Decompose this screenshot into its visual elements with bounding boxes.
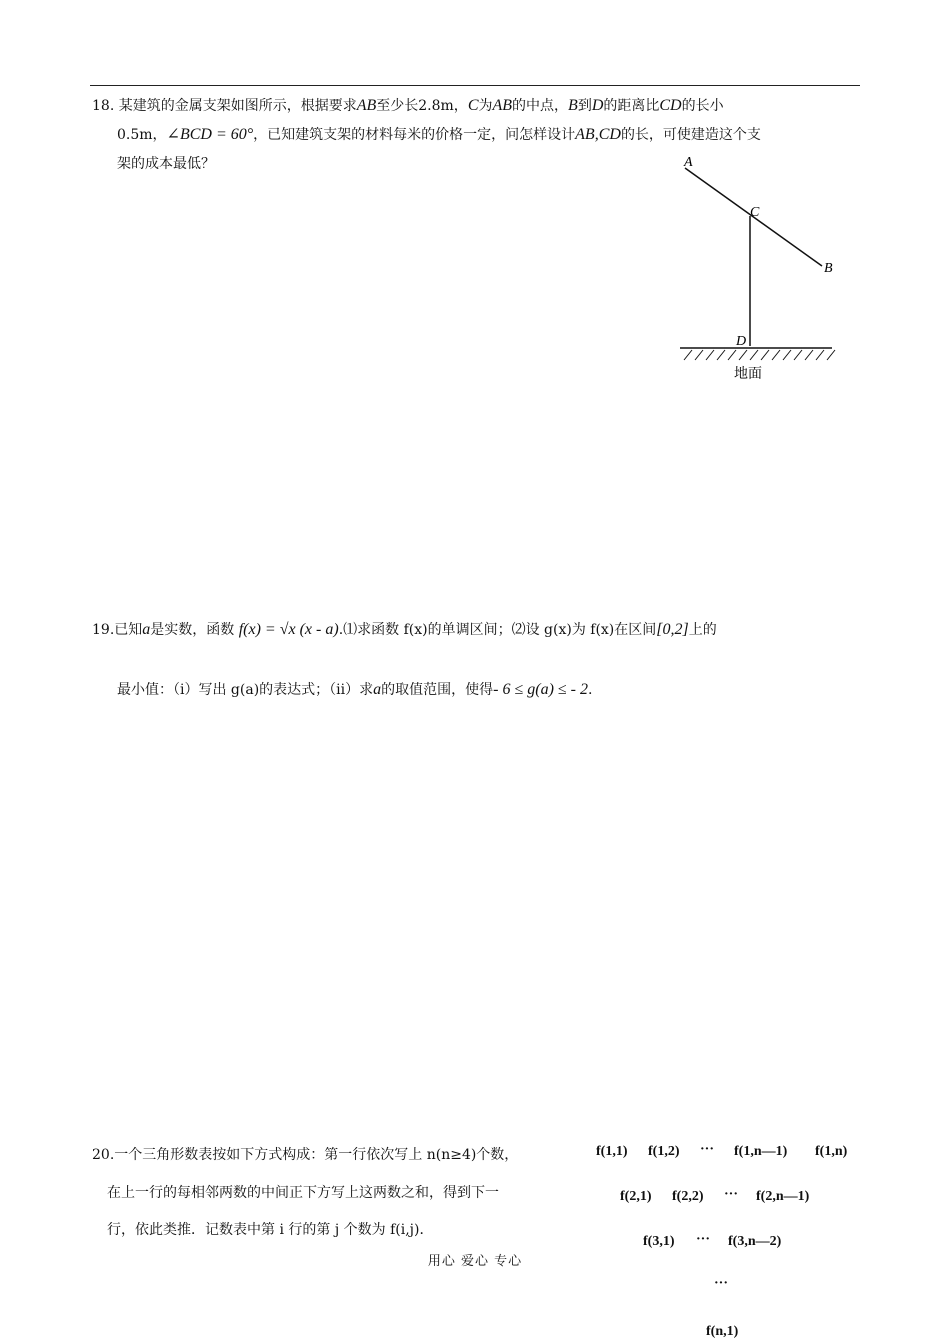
q18-line3: 架的成本最低？ [117, 156, 215, 172]
tbl-r1-c3: ··· [700, 1142, 715, 1157]
q18-figure [670, 150, 850, 390]
tbl-r1-c2: f(1,2) [648, 1144, 680, 1159]
tbl-r1-c5: f(1,n) [815, 1144, 848, 1159]
ground-hatch [684, 350, 835, 360]
tbl-r3-c1: f(3,1) [643, 1234, 675, 1249]
page-footer: 用心 爱心 专心 [427, 1254, 523, 1269]
tbl-r2-c1: f(2,1) [620, 1189, 652, 1204]
q18-line2: 0.5m，∠BCD = 60°，已知建筑支架的材料每米的价格一定，问怎样设计AB,CD的长，可使建造这个支 [117, 126, 761, 143]
q18-line1: 18. 某建筑的金属支架如图所示，根据要求AB至少长2.8m，C为AB的中点，B到D的距离比CD的长小 [92, 97, 724, 114]
label-c: C [750, 205, 760, 220]
q20-line2: 在上一行的每相邻两数的中间正下方写上这两数之和，得到下一 [107, 1185, 499, 1201]
tbl-r2-c2: f(2,2) [672, 1189, 704, 1204]
tbl-r3-c3: f(3,n—2) [728, 1234, 782, 1249]
tbl-r1-c4: f(1,n—1) [734, 1144, 788, 1159]
label-b: B [824, 261, 833, 276]
tbl-r5-c1: f(n,1) [706, 1324, 739, 1339]
tbl-r4-c1: ··· [714, 1276, 729, 1291]
q19-line1: 19.已知a是实数，函数 f(x) = √x (x - a).⑴求函数 f(x)的单调区间；⑵设 g(x)为 f(x)在区间[0,2]上的 [92, 621, 717, 638]
label-d: D [736, 334, 747, 349]
label-ground: 地面 [734, 366, 762, 382]
q20-line1: 20.一个三角形数表按如下方式构成：第一行依次写上 n(n≥4)个数， [92, 1147, 519, 1163]
q19-line2: 最小值：（i）写出 g(a)的表达式；（ii）求a的取值范围，使得- 6 ≤ g(a) ≤ - 2. [117, 681, 593, 698]
tbl-r3-c2: ··· [696, 1232, 711, 1247]
top-rule [90, 85, 860, 86]
label-a: A [684, 155, 693, 170]
tbl-r1-c1: f(1,1) [596, 1144, 628, 1159]
tbl-r2-c4: f(2,n—1) [756, 1189, 810, 1204]
tbl-r2-c3: ··· [724, 1187, 739, 1202]
q20-line3: 行，依此类推．记数表中第 i 行的第 j 个数为 f(i,j)． [107, 1222, 434, 1238]
